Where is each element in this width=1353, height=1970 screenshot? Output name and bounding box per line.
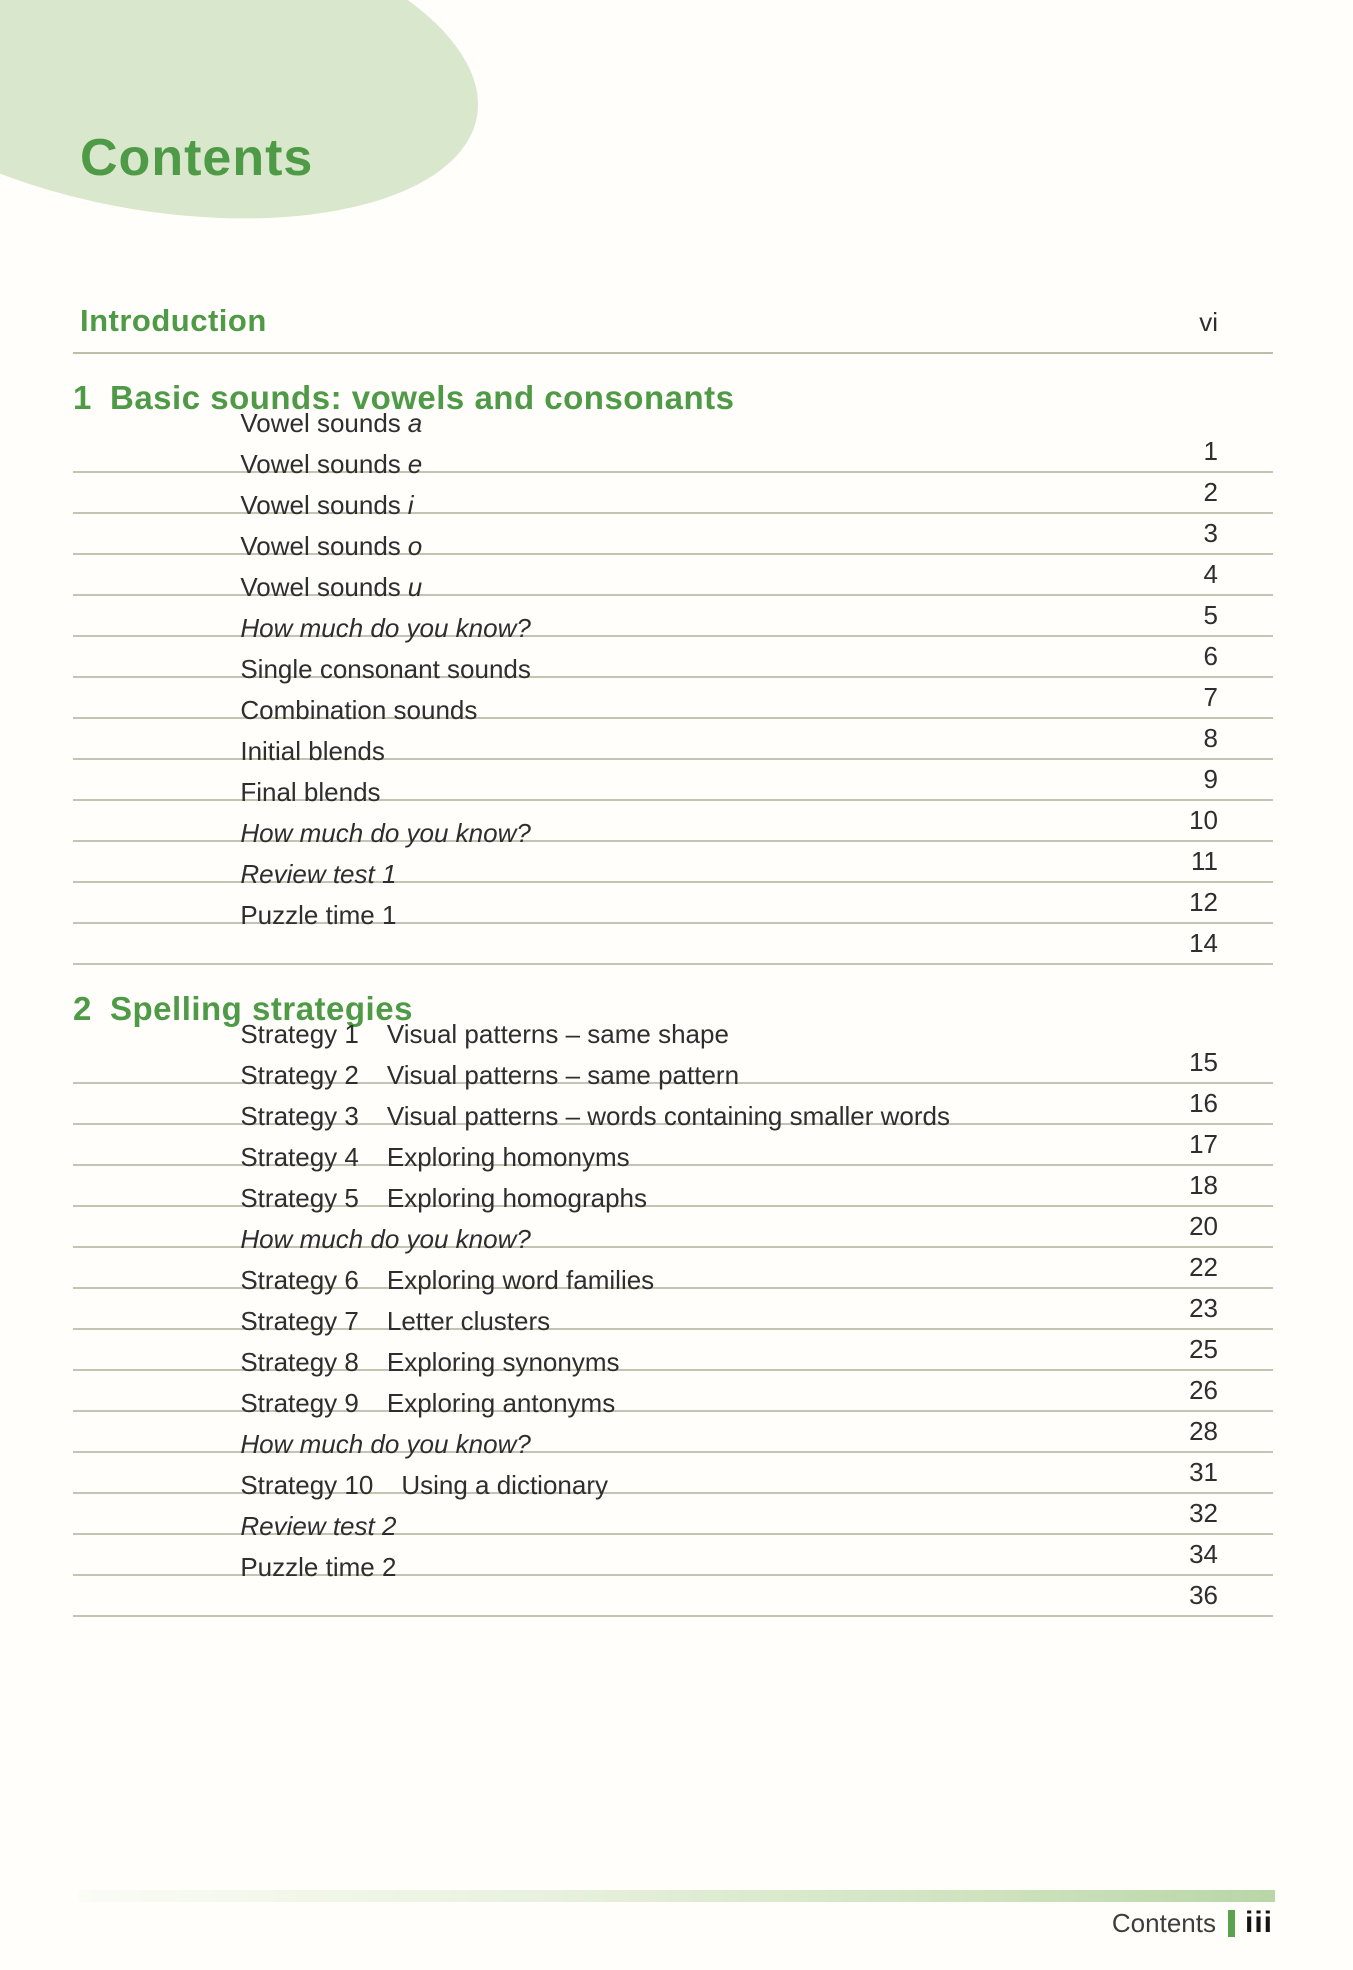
entry-label: Final blends — [240, 777, 381, 808]
entry-page-number: 16 — [1189, 1087, 1218, 1118]
entry-page-number: 28 — [1189, 1415, 1218, 1446]
entry-page-number: 3 — [1203, 517, 1218, 548]
entry-sublabel: Exploring synonyms — [386, 1347, 620, 1378]
entry-label: Strategy 8 — [240, 1347, 359, 1378]
section-title: Basic sounds: vowels and consonants — [110, 379, 735, 416]
entry-label: Vowel sounds — [240, 490, 401, 521]
entry-label: Strategy 5 — [240, 1183, 359, 1214]
entry-label: Strategy 2 — [240, 1060, 359, 1091]
entry-label: Vowel sounds — [240, 531, 401, 562]
entry-italic-suffix: a — [407, 408, 423, 439]
table-of-contents — [73, 288, 1273, 1617]
entry-sublabel: Using a dictionary — [401, 1470, 608, 1501]
entry-label: Vowel sounds — [240, 408, 401, 439]
entry-page-number: 26 — [1189, 1374, 1218, 1405]
entry-label: Strategy 9 — [240, 1388, 359, 1419]
entry-text — [73, 875, 1189, 957]
footer-gradient-bar — [78, 1890, 1275, 1902]
entry-italic-suffix: o — [407, 531, 423, 562]
entry-sublabel: Exploring homonyms — [386, 1142, 630, 1173]
entry-page-number: 17 — [1189, 1128, 1218, 1159]
entry-page-number: 20 — [1189, 1210, 1218, 1241]
section-number: 1 — [73, 379, 92, 416]
intro-heading: Introduction — [80, 303, 267, 338]
entry-label: Initial blends — [240, 736, 385, 767]
entry-label: Combination sounds — [240, 695, 478, 726]
entry-label: Review test 2 — [240, 1511, 397, 1542]
footer-page-number: iii — [1244, 1906, 1273, 1939]
entry-label: How much do you know? — [240, 818, 531, 849]
section-entry-list — [73, 408, 1273, 965]
entry-label: How much do you know? — [240, 1224, 531, 1255]
entry-page-number: 23 — [1189, 1292, 1218, 1323]
entry-page-number: 10 — [1189, 804, 1218, 835]
toc-section-2 — [73, 989, 1273, 1617]
entry-page-number: 32 — [1189, 1497, 1218, 1528]
page-title: Contents — [80, 129, 314, 187]
entry-sublabel: Visual patterns – same shape — [386, 1019, 729, 1050]
entry-sublabel: Exploring antonyms — [386, 1388, 616, 1419]
entry-page-number: 9 — [1203, 763, 1218, 794]
entry-italic-suffix: i — [407, 490, 414, 521]
entry-page-number: 11 — [1191, 845, 1218, 876]
entry-label: Strategy 7 — [240, 1306, 359, 1337]
intro-page-number: vi — [1199, 307, 1218, 337]
entry-sublabel: Exploring word families — [386, 1265, 655, 1296]
entry-label: Vowel sounds — [240, 449, 401, 480]
entry-page-number: 31 — [1189, 1456, 1218, 1487]
entry-label: Vowel sounds — [240, 572, 401, 603]
entry-page-number: 15 — [1189, 1046, 1218, 1077]
entry-page-number: 12 — [1189, 886, 1218, 917]
entry-page-number: 36 — [1189, 1579, 1218, 1610]
entry-sublabel: Exploring homographs — [386, 1183, 648, 1214]
section-title: Spelling strategies — [110, 990, 413, 1027]
entry-page-number: 18 — [1189, 1169, 1218, 1200]
entry-page-number: 22 — [1189, 1251, 1218, 1282]
entry-page-number: 6 — [1203, 640, 1218, 671]
entry-page-number: 25 — [1189, 1333, 1218, 1364]
entry-label: Strategy 3 — [240, 1101, 359, 1132]
entry-label: Strategy 10 — [240, 1470, 374, 1501]
entry-label: How much do you know? — [240, 613, 531, 644]
entry-page-number: 14 — [1189, 927, 1218, 958]
entry-label: Single consonant sounds — [240, 654, 531, 685]
entry-page-number: 7 — [1203, 681, 1218, 712]
entry-label: Strategy 6 — [240, 1265, 359, 1296]
intro-row — [73, 288, 1273, 354]
entry-text — [73, 1527, 1189, 1609]
entry-sublabel: Letter clusters — [386, 1306, 551, 1337]
entry-label: Review test 1 — [240, 859, 397, 890]
toc-section-1 — [73, 378, 1273, 965]
entry-label: Puzzle time 2 — [240, 1552, 397, 1583]
footer-divider-bar — [1228, 1910, 1235, 1937]
entry-italic-suffix: e — [407, 449, 423, 480]
section-entry-list — [73, 1019, 1273, 1617]
entry-label: Puzzle time 1 — [240, 900, 397, 931]
entry-italic-suffix: u — [407, 572, 423, 603]
entry-page-number: 4 — [1203, 558, 1218, 589]
entry-sublabel: Visual patterns – same pattern — [386, 1060, 740, 1091]
entry-label: Strategy 4 — [240, 1142, 359, 1173]
entry-page-number: 5 — [1203, 599, 1218, 630]
entry-label: How much do you know? — [240, 1429, 531, 1460]
entry-page-number: 1 — [1203, 435, 1218, 466]
entry-sublabel: Visual patterns – words containing smaller words — [386, 1101, 950, 1132]
entry-label: Strategy 1 — [240, 1019, 359, 1050]
entry-page-number: 34 — [1189, 1538, 1218, 1569]
section-number: 2 — [73, 990, 92, 1027]
entry-page-number: 8 — [1203, 722, 1218, 753]
footer — [1112, 1906, 1273, 1940]
footer-section-label: Contents — [1111, 1907, 1216, 1938]
entry-page-number: 2 — [1203, 476, 1218, 507]
